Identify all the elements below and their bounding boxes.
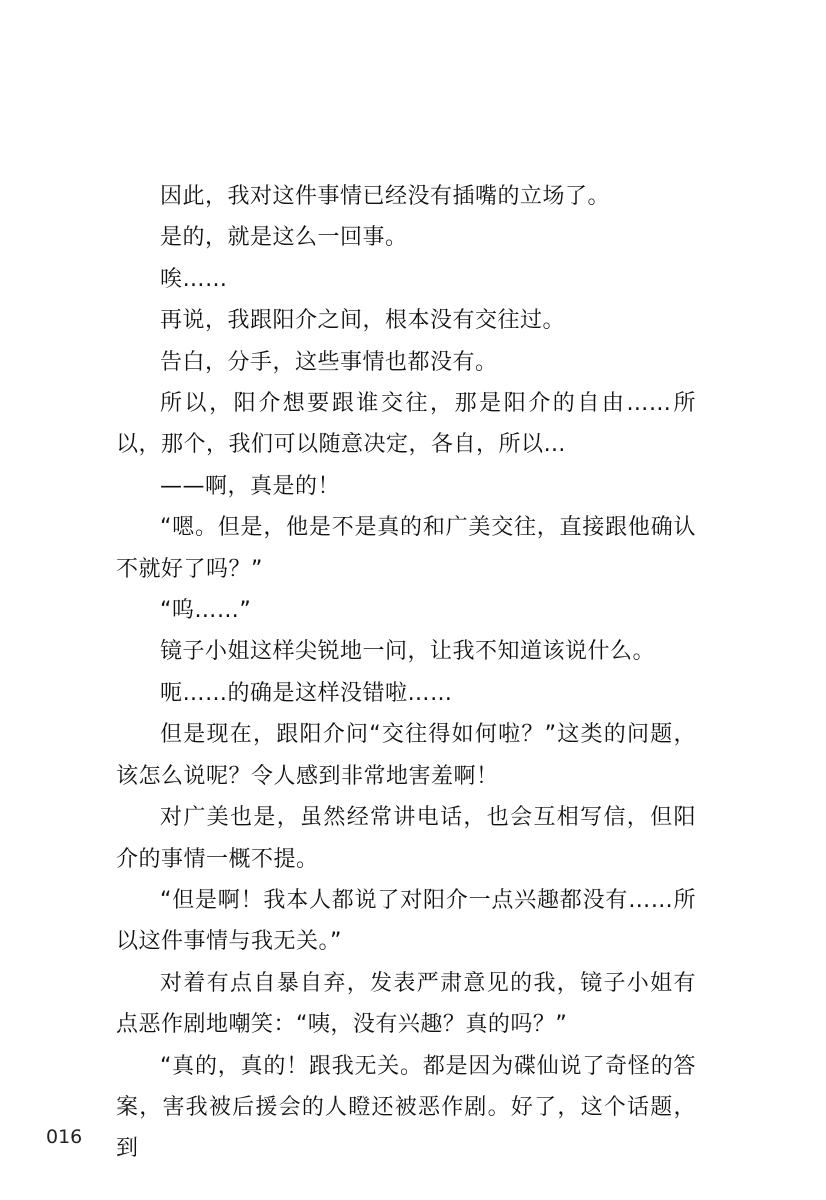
paragraph: 对广美也是，虽然经常讲电话，也会互相写信，但阳介的事情一概不提。 (116, 805, 696, 872)
paragraph: “呜……” (160, 598, 252, 624)
paragraph: 告白，分手，这些事情也都没有。 (160, 349, 498, 375)
paragraph: 对着有点自暴自弃，发表严肃意见的我，镜子小姐有点恶作剧地嘲笑：“咦，没有兴趣？真的吗？” (116, 970, 696, 1038)
paragraph: 但是现在，跟阳介问“交往得如何啦？”这类的问题，该怎么说呢？令人感到非常地害羞啊！ (116, 722, 696, 789)
paragraph: 所以，阳介想要跟谁交往，那是阳介的自由……所以，那个，我们可以随意决定，各自，所以… (116, 391, 696, 458)
page-number: 016 (46, 1126, 83, 1148)
paragraph: 唉…… (160, 266, 228, 292)
paragraph: “真的，真的！跟我无关。都是因为碟仙说了奇怪的答案，害我被后援会的人瞪还被恶作剧。好了，这个话题，到 (116, 1053, 696, 1162)
body-text (116, 176, 696, 1170)
paragraph: “但是啊！我本人都说了对阳介一点兴趣都没有……所以这件事情与我无关。” (116, 887, 696, 955)
paragraph: ——啊，真是的！ (160, 473, 341, 499)
paragraph: 因此，我对这件事情已经没有插嘴的立场了。 (160, 184, 611, 209)
paragraph: 再说，我跟阳介之间，根本没有交往过。 (160, 308, 566, 334)
paragraph: 镜子小姐这样尖锐地一问，让我不知道该说什么。 (160, 639, 656, 665)
paragraph: 呃……的确是这样没错啦…… (160, 680, 453, 706)
paragraph: “嗯。但是，他是不是真的和广美交往，直接跟他确认不就好了吗？” (116, 515, 696, 582)
paragraph: 是的，就是这么一回事。 (160, 225, 408, 251)
